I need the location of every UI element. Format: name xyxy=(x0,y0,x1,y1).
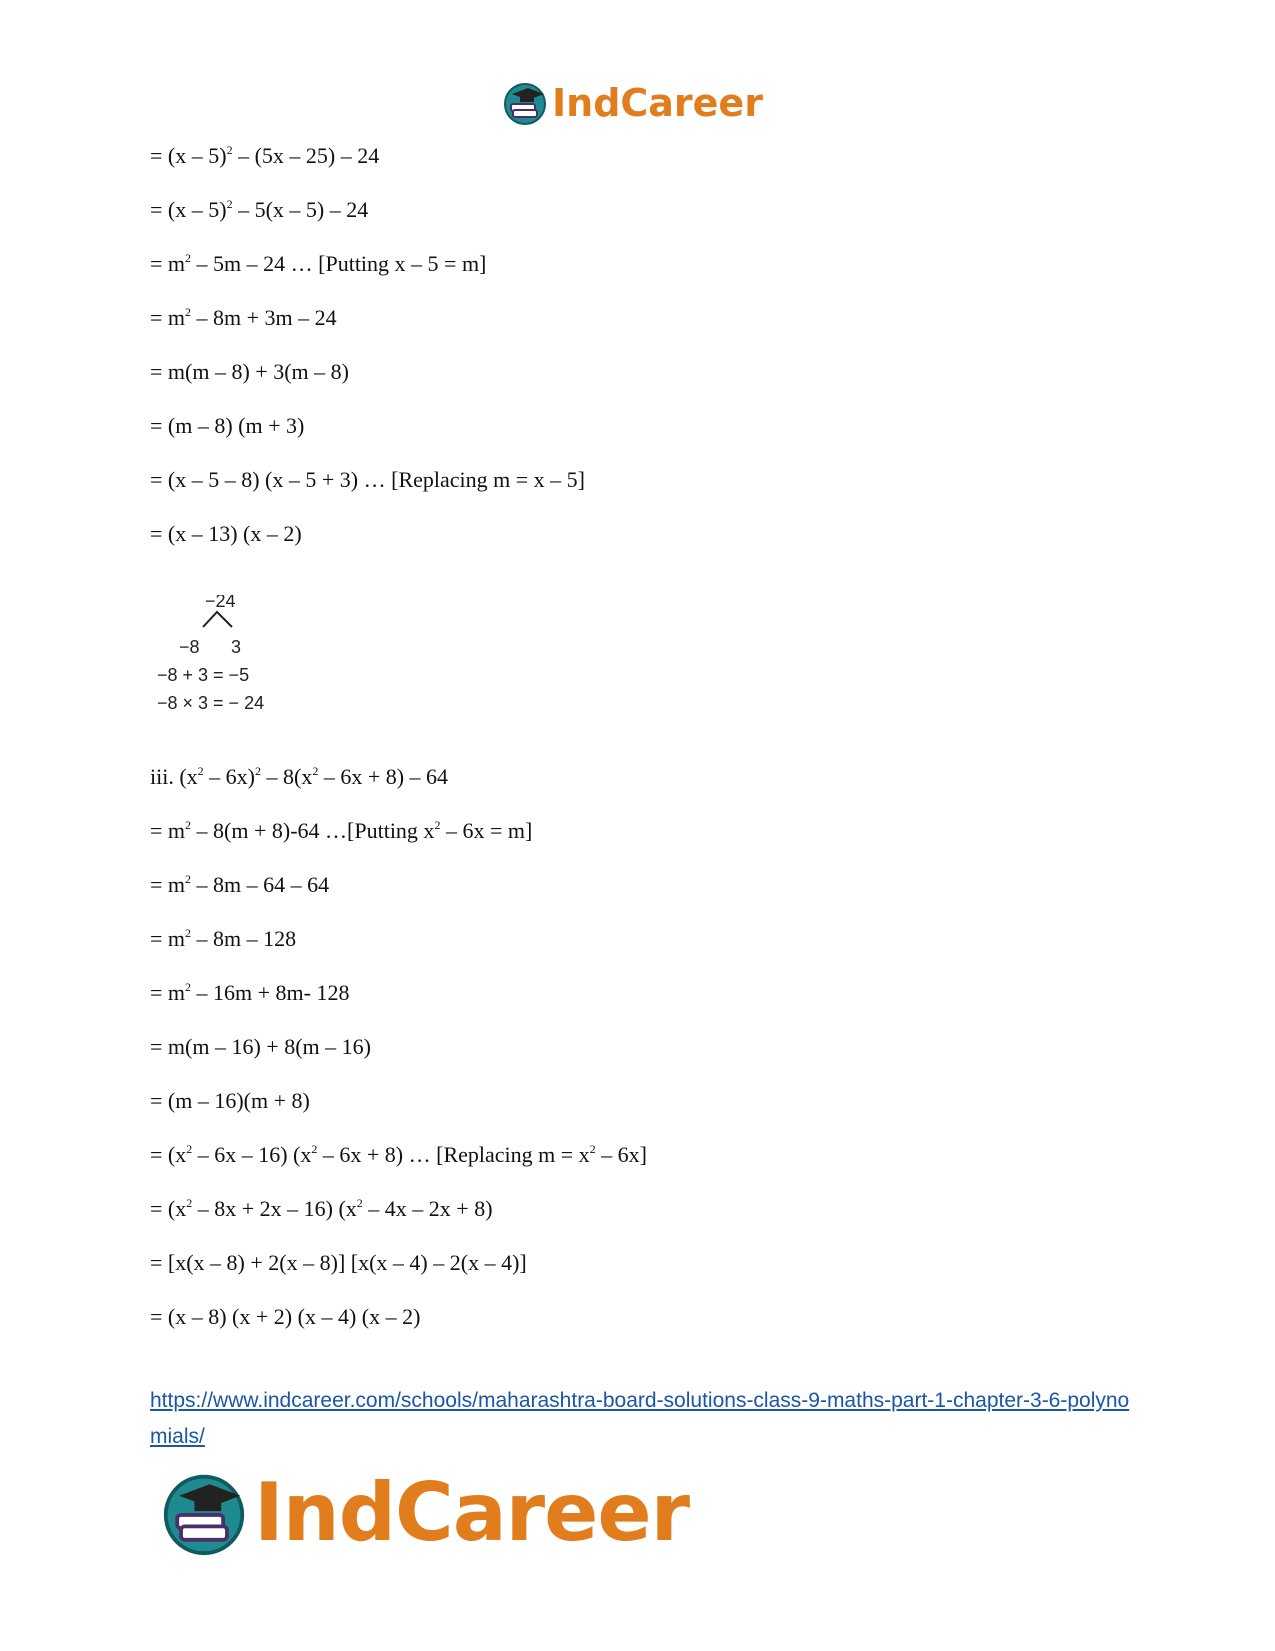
equation-line-5: = m(m – 8) + 3(m – 8) xyxy=(150,359,349,384)
graduation-cap-book-icon xyxy=(502,80,548,126)
source-link[interactable]: https://www.indcareer.com/schools/maharashtra-board-solutions-class-9-maths-part-1-chapter-3-6-polynomials/ xyxy=(150,1389,1130,1448)
factor-tree-root: −24 xyxy=(205,595,236,611)
graduation-cap-book-icon xyxy=(160,1469,248,1557)
equation-line-11: = $m^2 - 8m - 64 - 64$ xyxy=(150,872,330,897)
factor-tree-sum: −8 + 3 = −5 xyxy=(157,665,250,685)
equation-line-16: = $(x^2 - 6x - 16)$ $(x^2 - 6x + 8)$ … [Replacing $m = x^2 - 6x$] xyxy=(150,1142,647,1167)
factor-tree-image xyxy=(155,595,305,725)
equation-line-10: = $m^2 - 8(m + 8)-64$ …[Putting $x^2 - 6x = m$] xyxy=(150,818,533,843)
factor-tree-left: −8 xyxy=(179,637,200,657)
equation-line-19: = (x – 8) (x + 2) (x – 4) (x – 2) xyxy=(150,1304,421,1329)
footer-logo-text: IndCareer xyxy=(254,1466,690,1559)
header-logo-text: IndCareer xyxy=(552,81,763,125)
equation-line-7: = (x – 5 – 8) (x – 5 + 3) … [Replacing m = x – 5] xyxy=(150,467,585,492)
equation-line-3: = $m^2 - 5m - 24$ … [Putting x – 5 = m] xyxy=(150,251,487,276)
factor-tree-product: −8 × 3 = − 24 xyxy=(157,693,265,713)
equation-line-13: = $m^2 - 16m + 8m-$ 128 xyxy=(150,980,350,1005)
header-logo xyxy=(502,80,763,126)
equation-line-8: = (x – 13) (x – 2) xyxy=(150,521,302,546)
equation-line-12: = $m^2 - 8m - 128$ xyxy=(150,926,297,951)
factor-tree-right: 3 xyxy=(231,637,242,657)
equation-line-17: = $(x^2 - 8x + 2x - 16)$ $(x^2 - 4x - 2x + 8)$ xyxy=(150,1196,493,1221)
footer-logo xyxy=(160,1468,689,1558)
equation-line-6: = (m – 8) (m + 3) xyxy=(150,413,305,438)
equation-line-15: = (m – 16)(m + 8) xyxy=(150,1088,310,1113)
equation-line-2: = (x – 5)$^2$ – 5(x – 5) – 24 xyxy=(150,197,369,222)
equation-line-18: = [x(x – 8) + 2(x – 8)] [x(x – 4) – 2(x – 4)] xyxy=(150,1250,527,1275)
factor-tree-branch xyxy=(203,612,232,627)
equation-line-1: = (x – 5)$^2$ – (5x – 25) – 24 xyxy=(150,143,380,168)
equation-line-9: iii. $(x^2 - 6x)^2 - 8(x^2 - 6x + 8) - 64$ xyxy=(150,764,449,789)
equation-line-4: = $m^2 - 8m + 3m - 24$ xyxy=(150,305,337,330)
equation-line-14: = m(m – 16) + 8(m – 16) xyxy=(150,1034,371,1059)
